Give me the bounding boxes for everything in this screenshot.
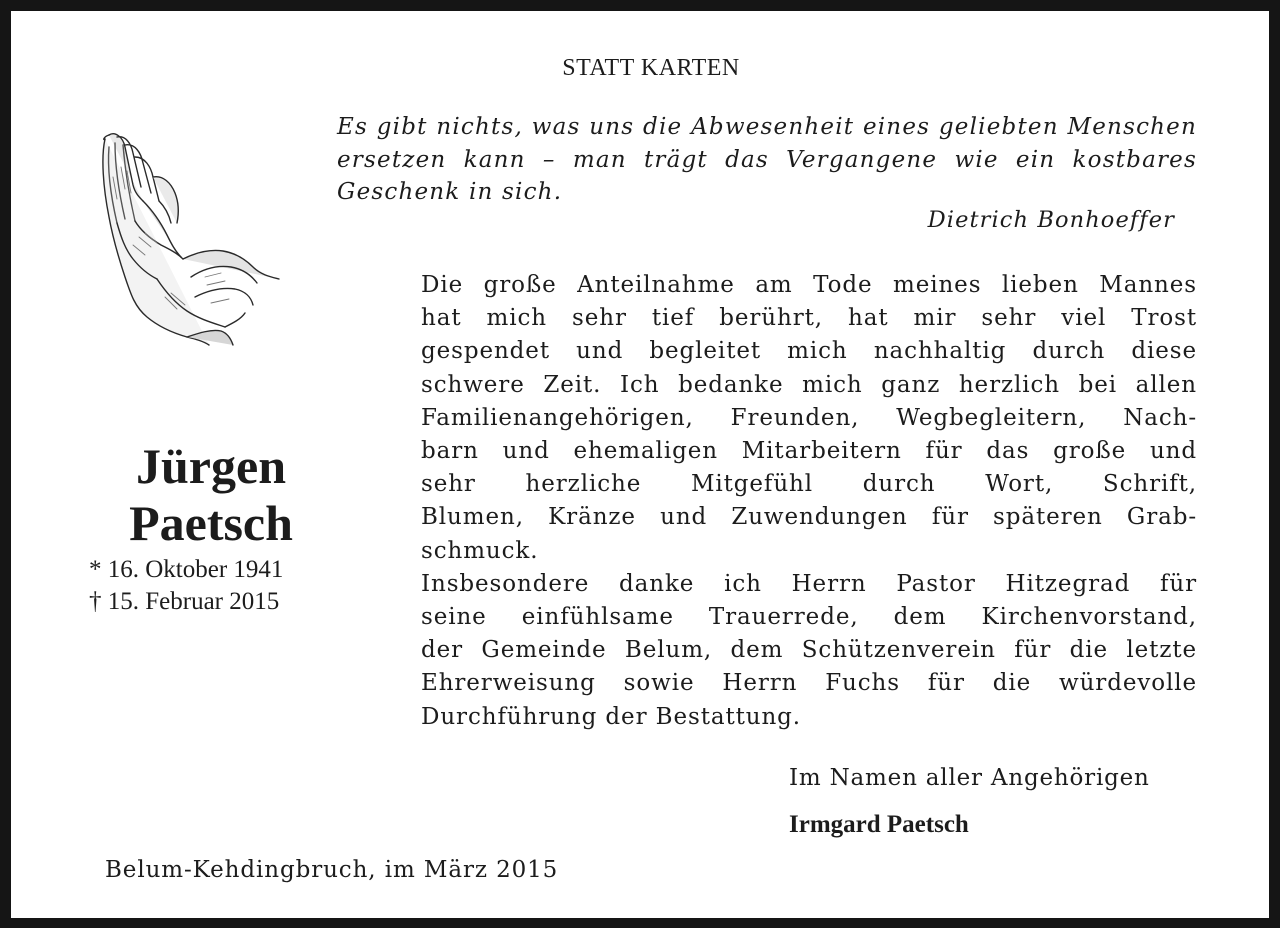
message-line: sehr herzliche Mitgefühl durch Wort, Schrift, [421, 471, 1197, 498]
message-line: schwere Zeit. Ich bedanke mich ganz herzlich bei allen [421, 371, 1197, 398]
message-line: Durchführung der Bestattung. [421, 703, 801, 730]
thank-you-message [421, 269, 1197, 734]
message-line: Familienangehörigen, Freunden, Wegbegleitern, Nach- [421, 404, 1197, 431]
message-line: Insbesondere danke ich Herrn Pastor Hitzegrad für [421, 570, 1197, 597]
life-dates [89, 554, 341, 618]
message-line: Blumen, Kränze und Zuwendungen für späteren Grab- [421, 504, 1197, 531]
deceased-first-name: Jürgen [136, 438, 286, 494]
message-line: Die große Anteilnahme am Tode meines lieben Mannes [421, 272, 1197, 298]
death-date: † 15. Februar 2015 [89, 588, 280, 615]
birth-date: * 16. Oktober 1941 [89, 556, 284, 583]
message-line: Ehrerweisung sowie Herrn Fuchs für die würdevolle [421, 670, 1197, 697]
praying-hands-icon [95, 127, 285, 349]
quote-author: Dietrich Bonhoeffer [927, 207, 1175, 233]
closing-line: Im Namen aller Angehörigen [789, 765, 1150, 791]
message-paragraph-1 [421, 269, 1197, 568]
deceased-last-name: Paetsch [129, 495, 293, 551]
message-paragraph-2 [421, 568, 1197, 734]
signature-name: Irmgard Paetsch [789, 811, 969, 838]
quote-text: Es gibt nichts, was uns die Abwesenheit eines geliebten Menschen ersetzen kann – man trägt das Vergangene wie ein kostbares Geschenk in sich. [337, 114, 1197, 205]
message-line: seine einfühlsame Trauerrede, dem Kirchenvorstand, [421, 604, 1197, 631]
message-line: gespendet und begleitet mich nachhaltig durch diese [421, 338, 1197, 365]
message-line: schmuck. [421, 537, 539, 564]
place-and-date: Belum-Kehdingbruch, im März 2015 [105, 857, 559, 883]
message-line: hat mich sehr tief berührt, hat mir sehr viel Trost [421, 305, 1197, 332]
message-line: barn und ehemaligen Mitarbeitern für das große und [421, 438, 1197, 465]
header-statt-karten: STATT KARTEN [562, 55, 740, 81]
message-line: der Gemeinde Belum, dem Schützenverein für die letzte [421, 637, 1197, 664]
